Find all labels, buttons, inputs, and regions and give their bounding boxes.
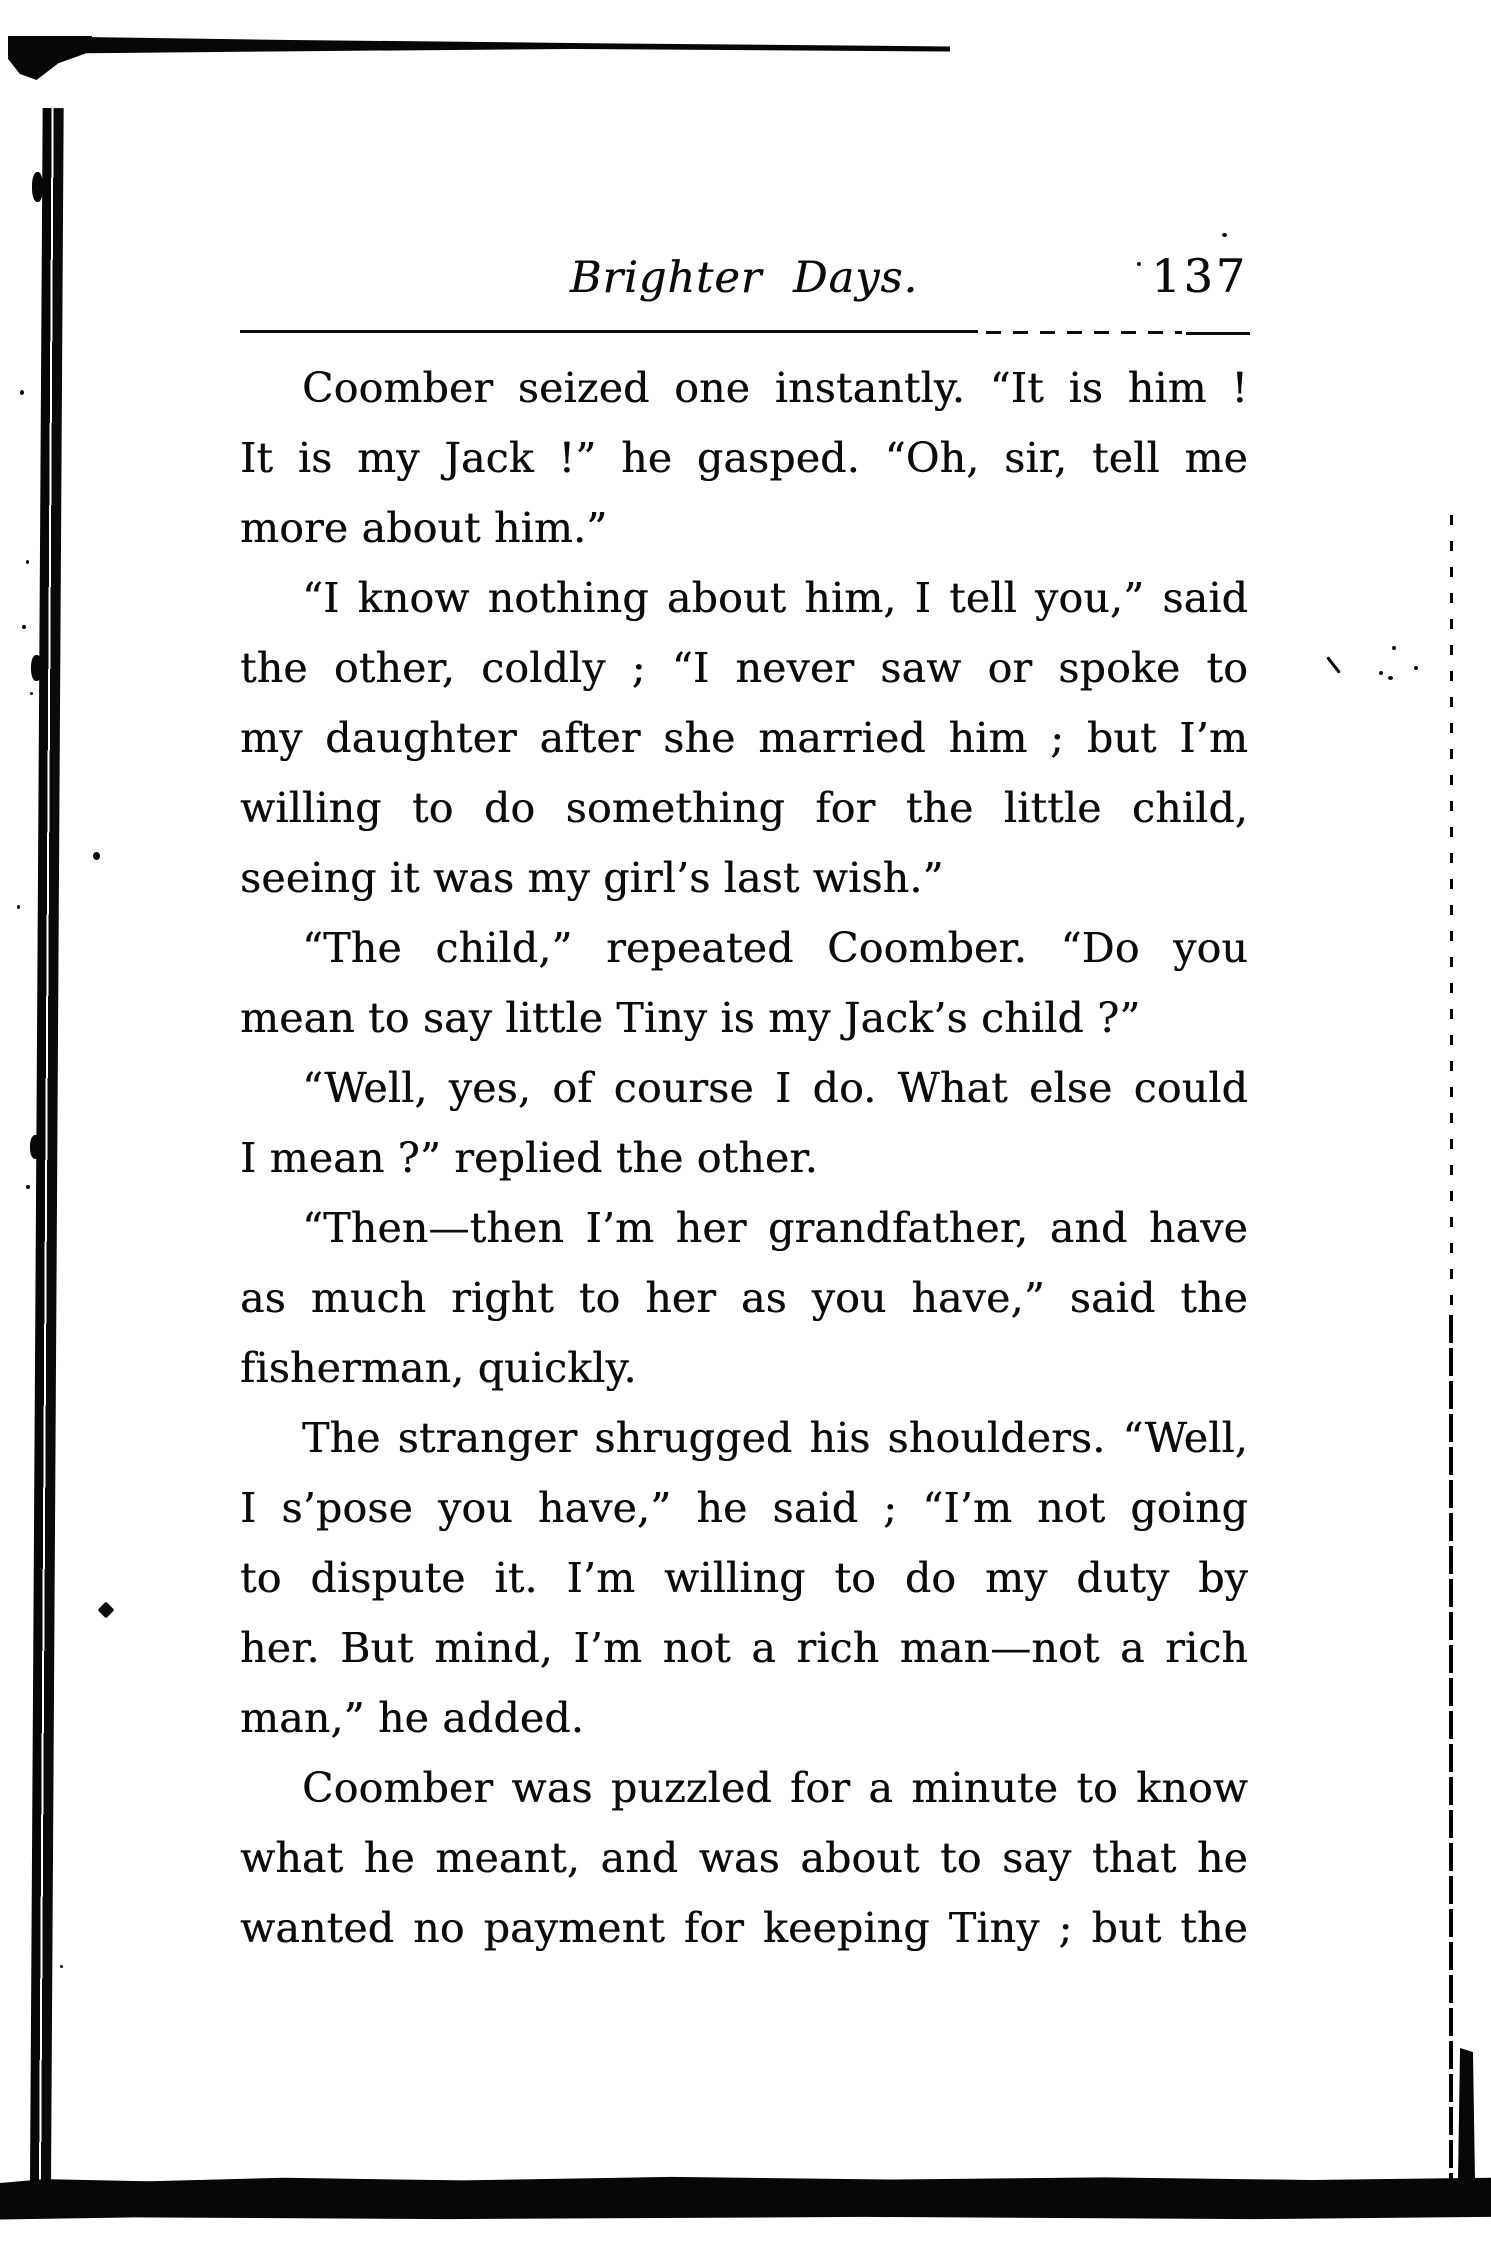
scan-artifact-top-left-blob <box>8 36 92 80</box>
text-line: her. But mind, I’m not a rich man—not a rich <box>240 1624 1248 1672</box>
scan-border-left-bump <box>31 655 42 681</box>
scan-border-right-corner <box>1458 2048 1475 2180</box>
scan-speck <box>98 1602 115 1619</box>
text-line: man,” he added. <box>240 1694 584 1742</box>
scan-speck <box>17 905 20 909</box>
scan-border-bottom <box>0 2176 1491 2220</box>
text-line: what he meant, and was about to say that he <box>240 1834 1248 1882</box>
scan-speck <box>1388 676 1393 680</box>
text-line: “The child,” repeated Coomber. “Do you <box>302 924 1248 972</box>
text-line: mean to say little Tiny is my Jack’s child ?” <box>240 994 1141 1042</box>
scan-speck <box>1414 666 1418 670</box>
text-line: I mean ?” replied the other. <box>240 1134 818 1182</box>
text-line: to dispute it. I’m willing to do my duty by <box>240 1554 1248 1602</box>
text-line: as much right to her as you have,” said the <box>240 1274 1248 1322</box>
text-line: “I know nothing about him, I tell you,” said <box>302 574 1248 622</box>
scan-border-left-bump <box>32 172 43 202</box>
scan-speck <box>1392 646 1396 650</box>
text-line: It is my Jack !” he gasped. “Oh, sir, tell me <box>240 434 1248 482</box>
scan-speck <box>60 1965 63 1968</box>
text-line: The stranger shrugged his shoulders. “Well, <box>302 1414 1248 1462</box>
scan-border-left-bump <box>30 1135 41 1159</box>
scan-speck <box>1326 656 1341 674</box>
text-line: “Then—then I’m her grandfather, and have <box>302 1204 1248 1252</box>
scan-speck <box>26 560 29 564</box>
scan-speck <box>26 1185 30 1189</box>
scan-speck <box>30 692 33 695</box>
header-rule <box>240 330 978 333</box>
header-rule-end-dash <box>1186 332 1250 335</box>
body-text <box>240 353 1248 1963</box>
text-line: Coomber seized one instantly. “It is him ! <box>302 364 1248 412</box>
text-line: seeing it was my girl’s last wish.” <box>240 854 944 902</box>
text-line: my daughter after she married him ; but I’m <box>240 714 1248 762</box>
page-number: 137 <box>1151 249 1248 303</box>
scan-speck <box>1222 233 1227 237</box>
text-line: Coomber was puzzled for a minute to know <box>302 1764 1248 1812</box>
scan-speck <box>22 625 26 629</box>
running-title: Brighter Days. <box>569 253 919 303</box>
text-line: I s’pose you have,” he said ; “I’m not going <box>240 1484 1248 1532</box>
scan-speck <box>93 852 100 860</box>
text-line: willing to do something for the little child, <box>240 784 1248 832</box>
scan-speck <box>20 390 24 395</box>
scan-border-right-line <box>1450 515 1453 1315</box>
scan-border-right-line <box>1449 1315 1453 2180</box>
text-line: more about him.” <box>240 504 608 552</box>
text-line: the other, coldly ; “I never saw or spoke to <box>240 644 1248 692</box>
scan-artifact-top-edge <box>8 36 950 54</box>
text-line: fisherman, quickly. <box>240 1344 637 1392</box>
scan-speck <box>1379 671 1383 675</box>
text-line: “Well, yes, of course I do. What else could <box>302 1064 1248 1112</box>
text-line: wanted no payment for keeping Tiny ; but the <box>240 1904 1248 1952</box>
header-rule-dashed-segment <box>986 331 1182 334</box>
